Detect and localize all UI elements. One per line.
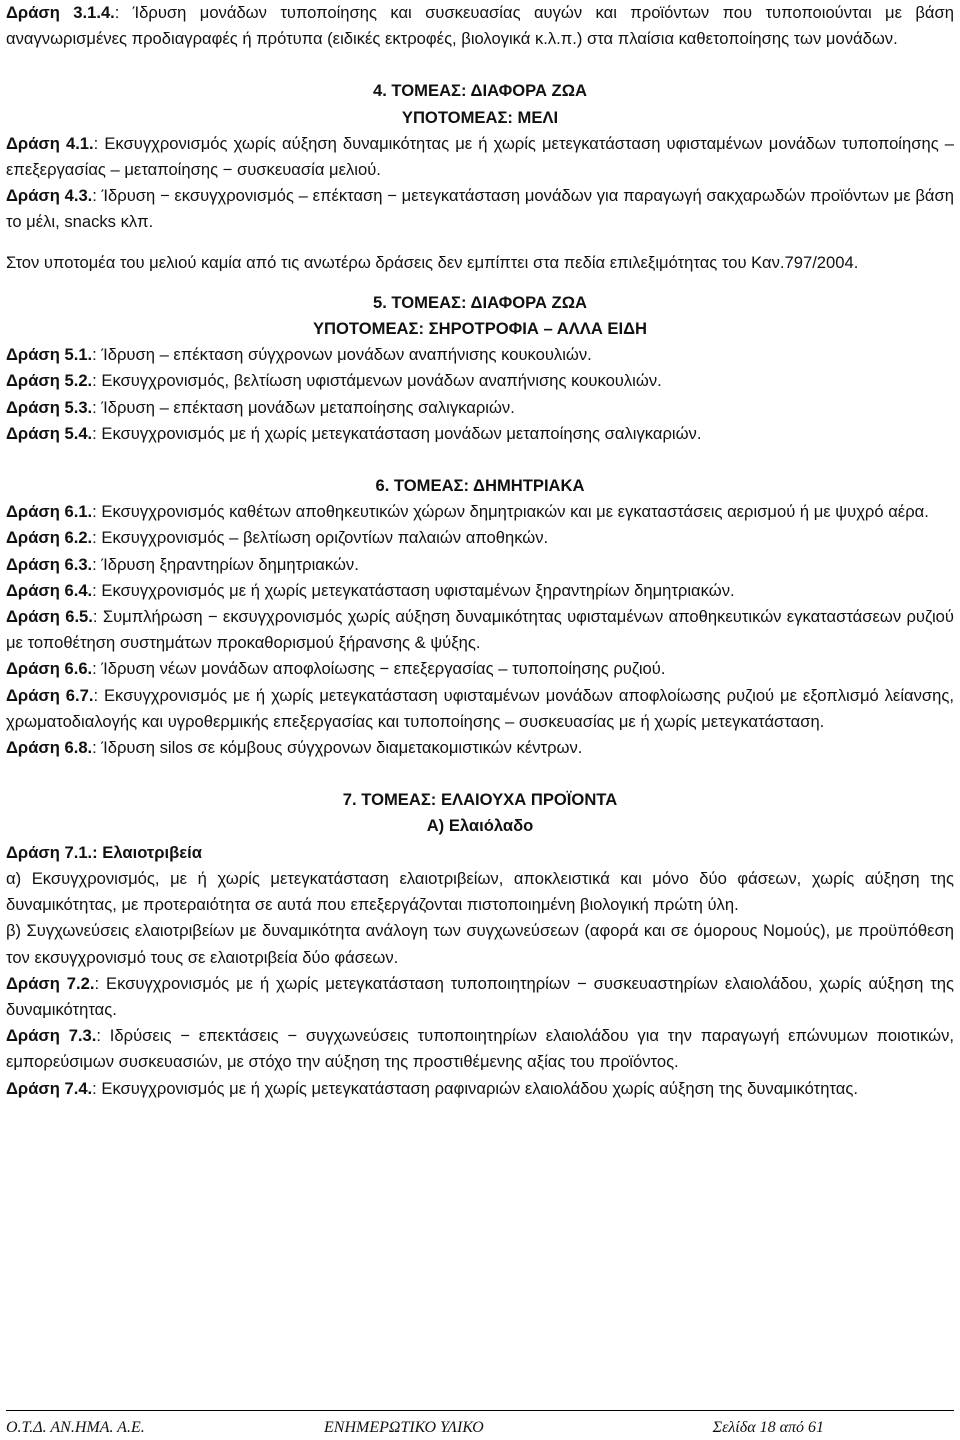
action-label: Δράση 6.5.	[6, 607, 93, 627]
spacer	[6, 52, 954, 78]
action-label: Δράση 6.1.	[6, 502, 93, 522]
action-paragraph	[6, 0, 954, 52]
action-label: Δράση 7.3.	[6, 1026, 97, 1046]
action-description: : Ίδρυση − εκσυγχρονισμός – επέκταση − μετεγκατάσταση μονάδων για παραγωγή σακχαρωδών προϊόντων με βάση το μέλι, snacks κλπ.	[6, 186, 954, 232]
action-paragraph	[6, 971, 954, 1023]
action-label: Δράση 6.6.	[6, 659, 93, 679]
body-paragraph: β) Συγχωνεύσεις ελαιοτριβείων με δυναμικότητα ανάλογη των συγχωνεύσεων (αφορά και σε όμορους Νομούς), με προϋπόθεση τον εκσυγχρονισμό τους σε ελαιοτριβεία δύο φάσεων.	[6, 921, 954, 967]
action-description: : Εκσυγχρονισμός χωρίς αύξηση δυναμικότητας με ή χωρίς μετεγκατάσταση υφισταμένων μονάδων τυποποίησης – επεξεργασίας – μεταποίησης − συσκευασία μελιού.	[6, 133, 954, 180]
action-description: : Ίδρυση μονάδων τυποποίησης και συσκευασίας αυγών και προϊόντων που τυποποιούνται με βάση αναγνωρισμένες προδιαγραφές ή πρότυπα (ειδικές εκτροφές, βιολογικά κ.λ.π.) στα πλαίσια καθετοποίησης των μονάδων.	[6, 3, 954, 49]
action-label: Δράση 7.2.	[6, 973, 95, 993]
action-label: Δράση 4.1.	[6, 133, 94, 153]
action-label: Δράση 5.3.	[6, 397, 93, 417]
action-description: : Εκσυγχρονισμός με ή χωρίς μετεγκατάσταση τυποποιητηρίων − συσκευαστηρίων ελαιολάδου, χωρίς αύξηση της δυναμικότητας.	[6, 973, 954, 1019]
action-description: : Εκσυγχρονισμός, βελτίωση υφιστάμενων μονάδων αναπήνισης κουκουλιών.	[92, 371, 662, 391]
action-description: : Εκσυγχρονισμός καθέτων αποθηκευτικών χώρων δημητριακών και με εγκαταστάσεις αερισμού ή με ψυχρό αέρα.	[92, 502, 929, 522]
spacer	[6, 447, 954, 473]
section-heading: ΥΠΟΤΟΜΕΑΣ: ΜΕΛΙ	[401, 107, 559, 127]
action-label: Δράση 4.3.	[6, 186, 93, 206]
action-paragraph	[6, 499, 954, 525]
document-body	[6, 0, 954, 1102]
section-heading: Α) Ελαιόλαδο	[426, 816, 534, 836]
action-paragraph	[6, 604, 954, 656]
action-paragraph	[6, 656, 954, 682]
action-label: Δράση 5.2.	[6, 371, 93, 391]
action-description: : Εκσυγχρονισμός με ή χωρίς μετεγκατάσταση υφισταμένων ξηραντηρίων δημητριακών.	[92, 580, 735, 600]
body-paragraph: α) Εκσυγχρονισμός, με ή χωρίς μετεγκατάσταση ελαιοτριβείων, αποκλειστικά και μόνο δύο φάσεων, χωρίς αύξηση της δυναμικότητας, με προτεραιότητα σε αυτά που επεξεργάζονται πιστοποιημένη βιολογική πρώτη ύλη.	[6, 868, 954, 915]
action-label: Δράση 3.1.4.	[6, 3, 115, 22]
body-paragraph: Στον υποτομέα του μελιού καμία από τις ανωτέρω δράσεις δεν εμπίπτει στα πεδία επιλεξιμότητας του Καν.797/2004.	[6, 252, 859, 272]
action-description: : Εκσυγχρονισμός με ή χωρίς μετεγκατάσταση μονάδων μεταποίησης σαλιγκαριών.	[92, 423, 702, 443]
action-paragraph	[6, 421, 954, 447]
action-label: Δράση 5.4.	[6, 423, 93, 443]
footer-page-number: Σελίδα 18 από 61	[712, 1419, 824, 1436]
action-label: Δράση 6.2.	[6, 528, 93, 548]
action-description: : Εκσυγχρονισμός με ή χωρίς μετεγκατάσταση υφισταμένων μονάδων αποφλοίωσης ρυζιού με εξοπλισμό λείανσης, χρωματοδιαλογής και υγροθερμικής επεξεργασίας και τυποποίησης – συσκευασίας με ή χωρίς μετεγκατάσταση.	[6, 685, 954, 731]
action-label: Δράση 6.7.	[6, 685, 94, 705]
action-paragraph	[6, 395, 954, 421]
action-description: : Ίδρυση silos σε κόμβους σύγχρονων διαμετακομιστικών κέντρων.	[92, 738, 583, 758]
action-description: : Ίδρυση ξηραντηρίων δημητριακών.	[92, 554, 359, 574]
action-paragraph	[6, 735, 954, 761]
action-paragraph	[6, 1023, 954, 1075]
action-paragraph	[6, 552, 954, 578]
section-heading: 7. ΤΟΜΕΑΣ: ΕΛΑΙΟΥΧΑ ΠΡΟΪΟΝΤΑ	[342, 790, 618, 810]
action-description: : Ίδρυση – επέκταση μονάδων μεταποίησης σαλιγκαριών.	[92, 397, 515, 417]
action-paragraph	[6, 525, 954, 551]
spacer	[6, 761, 954, 787]
action-description: : Ιδρύσεις − επεκτάσεις − συγχωνεύσεις τυποποιητηρίων ελαιολάδου για την παραγωγή επώνυμων ποιοτικών, εμπορεύσιμων συσκευασιών, με στόχο την αύξηση της προστιθέμενης αξίας του προϊόντος.	[6, 1026, 955, 1072]
action-description: : Εκσυγχρονισμός – βελτίωση οριζοντίων παλαιών αποθηκών.	[92, 528, 549, 548]
footer-document-title: ΕΝΗΜΕΡΩΤΙΚΟ ΥΛΙΚΟ	[324, 1419, 484, 1436]
action-description: : Εκσυγχρονισμός με ή χωρίς μετεγκατάσταση ραφιναριών ελαιολάδου χωρίς αύξηση της δυναμικότητας.	[92, 1078, 858, 1098]
action-paragraph	[6, 683, 954, 735]
spacer	[6, 276, 954, 290]
action-heading: Δράση 7.1.: Ελαιοτριβεία	[6, 842, 202, 862]
action-label: Δράση 5.1.	[6, 345, 93, 365]
section-heading: ΥΠΟΤΟΜΕΑΣ: ΣΗΡΟΤΡΟΦΙΑ – ΑΛΛΑ ΕΙΔΗ	[312, 319, 648, 339]
action-paragraph	[6, 840, 954, 866]
action-label: Δράση 6.3.	[6, 554, 93, 574]
action-description: : Συμπλήρωση − εκσυγχρονισμός χωρίς αύξηση δυναμικότητας υφισταμένων αποθηκευτικών εγκαταστάσεων ρυζιού με τοποθέτηση συστημάτων προκαθορισμού ξήρανσης & ψύξης.	[6, 607, 954, 653]
action-paragraph	[6, 183, 954, 235]
action-label: Δράση 6.4.	[6, 580, 93, 600]
action-label: Δράση 7.4.	[6, 1078, 93, 1098]
spacer	[6, 236, 954, 250]
action-paragraph	[6, 1076, 954, 1102]
section-heading: 4. ΤΟΜΕΑΣ: ΔΙΑΦΟΡΑ ΖΩΑ	[372, 81, 587, 101]
action-paragraph	[6, 131, 954, 183]
action-label: Δράση 6.8.	[6, 738, 93, 758]
section-heading: 5. ΤΟΜΕΑΣ: ΔΙΑΦΟΡΑ ΖΩΑ	[372, 292, 587, 312]
page-footer	[6, 1410, 954, 1439]
action-description: : Ίδρυση – επέκταση σύγχρονων μονάδων αναπήνισης κουκουλιών.	[92, 345, 592, 365]
action-paragraph	[6, 342, 954, 368]
footer-organization: Ο.Τ.Δ. ΑΝ.ΗΜΑ. Α.Ε.	[6, 1419, 145, 1436]
action-paragraph	[6, 578, 954, 604]
action-description: : Ίδρυση νέων μονάδων αποφλοίωσης − επεξεργασίας – τυποποίησης ρυζιού.	[92, 659, 666, 679]
action-paragraph	[6, 368, 954, 394]
section-heading: 6. ΤΟΜΕΑΣ: ΔΗΜΗΤΡΙΑΚΑ	[375, 476, 585, 496]
